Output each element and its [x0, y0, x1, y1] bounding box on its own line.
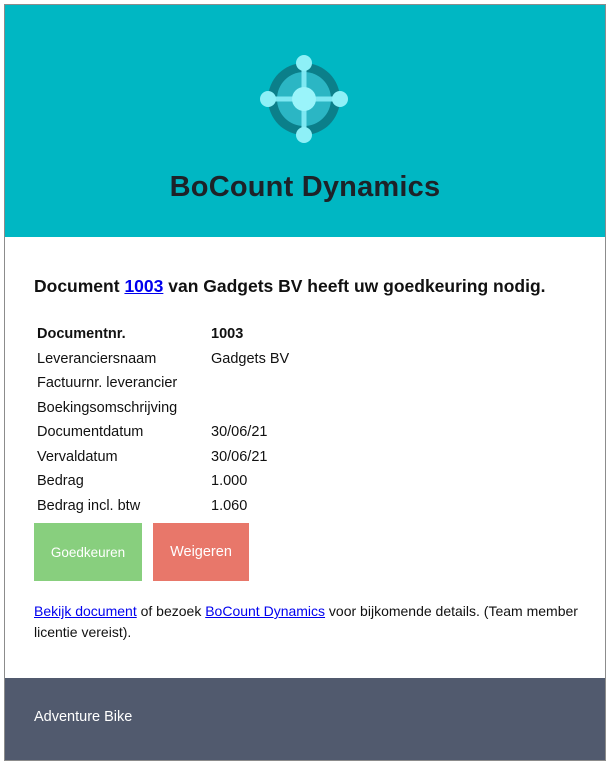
detail-row-amount-incl-vat: [37, 494, 289, 519]
detail-label: Boekingsomschrijving: [37, 399, 178, 416]
detail-row-vendor-invoice-number: [37, 371, 289, 396]
detail-value: Gadgets BV: [211, 350, 290, 367]
detail-row-document-date: [37, 420, 289, 445]
detail-label: Bedrag: [37, 473, 84, 490]
document-details-table: [37, 322, 289, 518]
detail-value: 30/06/21: [211, 448, 268, 465]
detail-row-due-date: [37, 445, 289, 470]
detail-row-document-number: [37, 322, 289, 347]
detail-row-posting-description: [37, 396, 289, 421]
email-frame: [4, 4, 606, 761]
bocount-dynamics-link[interactable]: BoCount Dynamics: [205, 603, 326, 619]
view-document-link[interactable]: Bekijk document: [34, 603, 137, 619]
email-header: [5, 5, 605, 237]
headline-suffix: van Gadgets BV heeft uw goedkeuring nodig.: [163, 276, 546, 296]
footer-company-name: Adventure Bike: [34, 709, 133, 725]
approve-button[interactable]: Goedkeuren: [34, 523, 142, 581]
approval-headline: [34, 276, 594, 297]
detail-value: 30/06/21: [211, 424, 268, 441]
dynamics-logo-icon: [256, 49, 352, 145]
detail-label: Leveranciersnaam: [37, 350, 157, 367]
detail-value: 1003: [211, 326, 244, 343]
detail-label: Vervaldatum: [37, 448, 118, 465]
detail-value: 1.000: [211, 473, 248, 490]
note-text-2: voor bijkomende details. (Team member licentie vereist).: [34, 603, 578, 640]
detail-label: Bedrag incl. btw: [37, 497, 141, 514]
email-footer: [5, 678, 605, 760]
reject-button[interactable]: Weigeren: [153, 523, 249, 581]
detail-value: 1.060: [211, 497, 248, 514]
headline-prefix: Document: [34, 276, 125, 296]
detail-row-vendor-name: [37, 347, 289, 372]
detail-label: Factuurnr. leverancier: [37, 375, 178, 392]
note-text-1: of bezoek: [136, 603, 206, 619]
details-note: [34, 601, 579, 643]
brand-title: BoCount Dynamics: [169, 171, 441, 203]
detail-label: Documentdatum: [37, 424, 144, 441]
detail-label: Documentnr.: [37, 326, 126, 343]
action-buttons: [34, 523, 249, 581]
document-number-link[interactable]: 1003: [124, 276, 164, 296]
detail-row-amount: [37, 469, 289, 494]
